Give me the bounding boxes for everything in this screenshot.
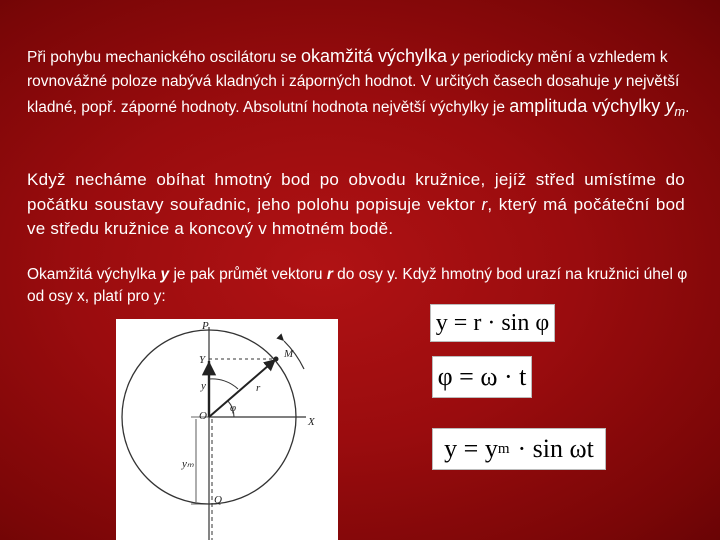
circle-diagram-svg — [116, 319, 338, 540]
label-ym: yₘ — [182, 458, 194, 470]
label-q: Q — [214, 494, 222, 506]
formula-y-ym-sin-omega-t: y = y m · sin ωt — [432, 428, 606, 470]
formula-phi-omega-t: φ = ω · t — [432, 356, 532, 398]
term-amplituda: amplituda výchylky — [509, 96, 661, 116]
label-y-upper: Y — [199, 354, 206, 366]
formula-y-r-sin-phi: y = r · sin φ — [430, 304, 555, 342]
label-p: P — [202, 320, 209, 332]
label-o: O — [199, 410, 207, 422]
label-r: r — [256, 382, 261, 394]
vector-r — [209, 359, 276, 417]
angle-arc-upper — [209, 379, 238, 389]
paragraph-3: Okamžitá výchylka y je pak průmět vektoru r do osy y. Když hmotný bod urazí na kružnici úhel φ od osy x, platí pro y: — [27, 266, 688, 305]
circle-diagram — [116, 319, 338, 540]
paragraph-1: Při pohybu mechanického oscilátoru se okamžitá výchylka y periodicky mění a vzhledem k rovnovážné poloze nabývá kladných i záporných hodnot. V určitých časech dosahuje y největší kladné, popř. záporné hodnoty. Absolutní hodnota největší výchylky je amplituda výchylky $y_m$. — [27, 46, 690, 120]
label-m: M — [284, 348, 294, 360]
label-phi: φ — [230, 402, 237, 414]
paragraph-2: Když necháme obíhat hmotný bod po obvodu kružnice, jejíž střed umístíme do počátku soustavy souřadnic, jeho polohu popisuje vektor r, který má počáteční bod ve středu kružnice a koncový v hmotném bodě. — [27, 170, 686, 238]
label-y: y — [201, 380, 206, 392]
term-okamzita-vychylka: okamžitá výchylka — [300, 46, 448, 66]
point-m — [274, 357, 279, 362]
label-x: X — [308, 416, 315, 428]
